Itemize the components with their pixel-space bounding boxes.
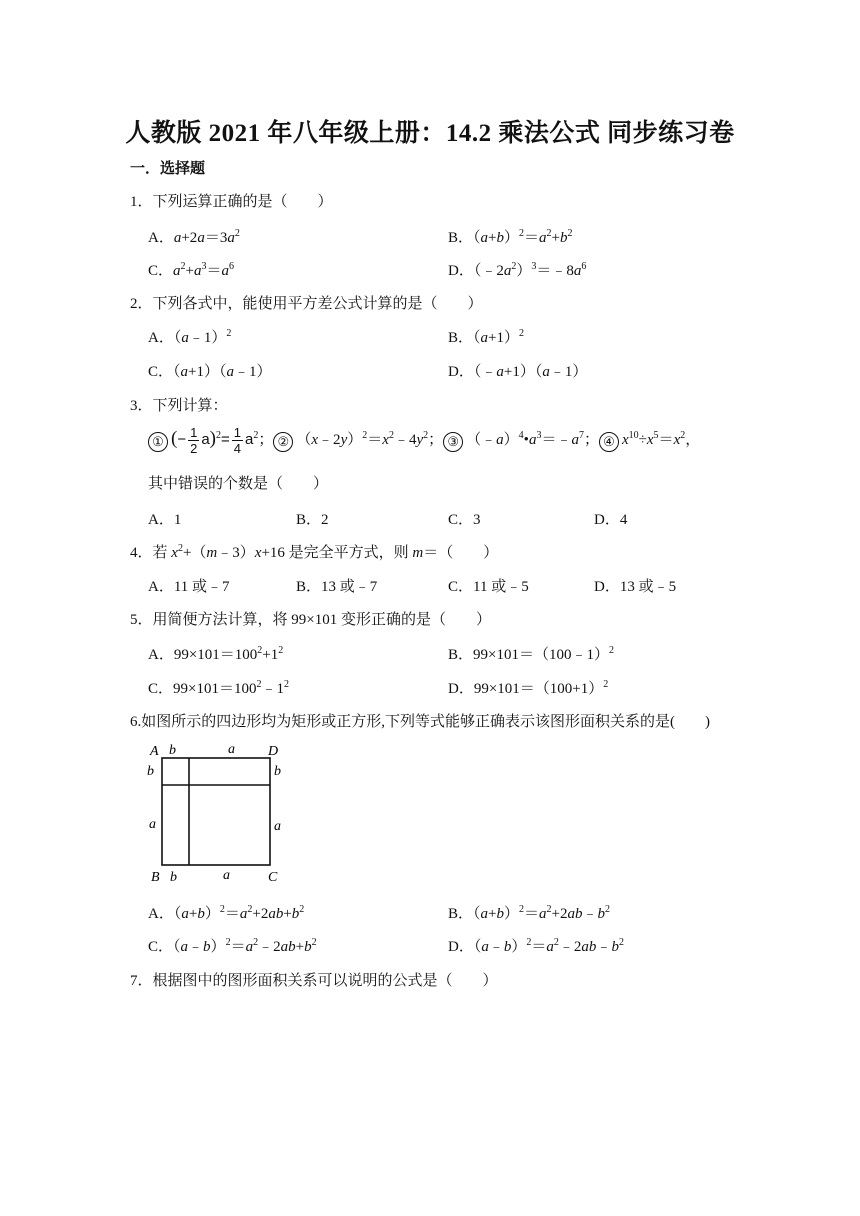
question-6-option-a: A．$(a+b)^2=a^2+2ab+b^2$ [148,904,305,922]
question-6-stem: 6.如图所示的四边形均为矩形或正方形,下列等式能够正确表示该图形面积关系的是( ) [130,714,710,730]
outer-square [162,758,270,865]
question-2-option-d: D．（﹣a+1）（a﹣1） [448,364,588,380]
left-label-a: a [149,817,156,832]
question-4-option-a: A．11 或﹣7 [148,579,230,595]
question-1-option-d: D．$(﹣2a^2)^3=﹣8a^6$ [448,261,587,279]
question-4-option-b: B．13 或﹣7 [296,579,378,595]
rectangle-area-figure [140,738,300,888]
question-6-option-d: D．$(a﹣b)^2=a^2﹣2ab﹣b^2$ [448,937,624,955]
question-3-option-b: B．2 [296,512,329,528]
question-1-stem: 1．下列运算正确的是（ ） [130,194,333,210]
circled-2: ② [273,432,293,452]
question-5-option-d: D．$99\times 101=(100+1)^2$ [448,679,609,697]
page-title: 人教版 2021 年八年级上册：14.2 乘法公式 同步练习卷 [125,120,735,147]
question-3-option-d: D．4 [594,512,628,528]
right-label-a: a [274,819,281,834]
vertex-label-b: B [151,870,160,885]
vertex-label-c: C [268,870,278,885]
right-label-b: b [274,764,281,779]
question-6-option-b: B．$(a+b)^2=a^2+2ab﹣b^2$ [448,904,611,922]
question-3-items: ① (− $\frac{1}{2}$ a)$^2$= $\frac{1}{4}$ $a^2$； ② $(x﹣2y)^2=x^2﹣4y^2$； ③ $(﹣a)^4•a^3=﹣a^7$； ④ $x^{10}\div x^5=x^2$， [148,426,700,455]
bottom-label-b: b [170,870,177,885]
question-3-sub-stem: 其中错误的个数是（ ） [148,476,329,492]
vertex-label-a: A [150,744,159,759]
top-label-b: b [169,743,176,758]
left-label-b: b [147,764,154,779]
circled-1: ① [148,432,168,452]
fraction-one-quarter: $\frac{1}{4}$ [233,425,241,456]
question-4-option-d: D．13 或﹣5 [594,579,677,595]
question-2-option-c: C．（a+1）（a﹣1） [148,364,272,380]
question-3-option-c: C．3 [448,512,481,528]
question-5-option-c: C．$99\times 101=100^2﹣1^2$ [148,679,289,697]
section-heading: 一．选择题 [130,161,206,177]
question-1-option-b: B．$(a+b)^2=a^2+b^2$ [448,228,573,246]
question-5-option-b: B．99×101＝（100﹣1）$^2$ [448,645,614,663]
question-3-stem: 3．下列计算： [130,398,228,414]
question-2-option-b: B．$(a+1)^2$ [448,328,524,346]
question-2-option-a: A．（a﹣1）$^2$ [148,328,232,346]
question-3-option-a: A．1 [148,512,182,528]
question-1-option-a: A．$a+2a=3a^2$ [148,228,240,246]
question-4-stem: 4．若 $x^2+(m﹣3)x+16$ 是完全平方式，则 m＝（ ） [130,543,499,561]
top-label-a: a [228,742,235,757]
question-2-stem: 2．下列各式中，能使用平方差公式计算的是（ ） [130,296,483,312]
fraction-one-half: $\frac{1}{2}$ [190,425,198,456]
question-7-stem: 7．根据图中的图形面积关系可以说明的公式是（ ） [130,973,498,989]
question-5-stem: 5．用简便方法计算，将 99×101 变形正确的是（ ） [130,612,491,628]
question-5-option-a: A．$99\times 101=100^2+1^2$ [148,645,284,663]
bottom-label-a: a [223,868,230,883]
question-1-option-c: C．$a^2+a^3=a^6$ [148,261,234,279]
vertex-label-d: D [268,744,279,759]
question-6-option-c: C．$(a﹣b)^2=a^2﹣2ab+b^2$ [148,937,317,955]
question-4-option-c: C．11 或﹣5 [448,579,529,595]
circled-3: ③ [443,432,463,452]
circled-4: ④ [599,432,619,452]
